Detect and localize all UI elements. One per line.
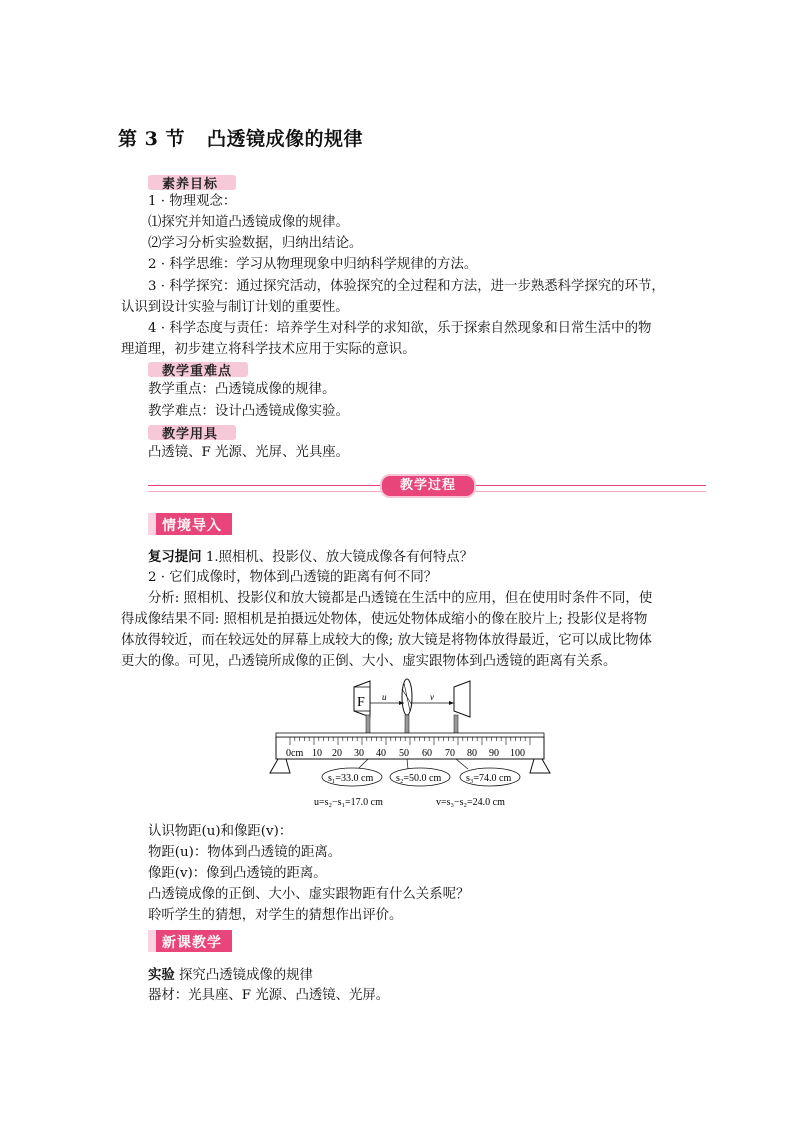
tick-label: 70 (445, 748, 455, 759)
review-q1-text: 1.照相机、投影仪、放大镜成像各有何特点？ (201, 550, 474, 565)
process-pill (380, 474, 476, 498)
s3-label: s₃=74.0 cm (466, 773, 512, 784)
tools-badge (148, 423, 240, 441)
goal-line: 理道理，初步建立将科学技术应用于实际的意识。 (121, 342, 416, 357)
key-difficulty: 教学难点：设计凸透镜成像实验。 (148, 404, 349, 419)
tick-label: 50 (399, 748, 409, 759)
tick-label: 80 (467, 748, 477, 759)
analysis-line: 体放得较近，而在较远处的屏幕上成较大的像; 放大镜是将物体放得最近，它可以成比物体 (121, 633, 652, 648)
tick-label: 0cm (286, 748, 304, 759)
v-label: v (430, 692, 434, 702)
page-title (118, 124, 363, 151)
section-number: 第 3 节 (118, 128, 185, 150)
f-source-label: F (357, 695, 365, 710)
bench-leg-right (530, 759, 550, 773)
newlesson-badge-label: 新课教学 (162, 935, 222, 951)
tick-label: 60 (422, 748, 432, 759)
screen-icon (454, 681, 470, 717)
goal-line: 2 · 科学思维：学习从物理现象中归纳科学规律的方法。 (148, 257, 478, 272)
goal-line: 3 · 科学探究：通过探究活动，体验探究的全过程和方法，进一步熟悉科学探究的环节， (148, 279, 665, 294)
key-focus: 教学重点：凸透镜成像的规律。 (148, 382, 336, 397)
tools-badge-label: 教学用具 (162, 427, 219, 442)
tick-label: 20 (332, 748, 342, 759)
tick-label: 100 (510, 748, 525, 759)
object-distance-def: 物距(u)：物体到凸透镜的距离。 (148, 845, 342, 860)
tick-label: 30 (354, 748, 364, 759)
review-question-1 (148, 547, 473, 568)
experiment-label: 实验 (148, 967, 175, 983)
analysis-line: 分析: 照相机、投影仪和放大镜都是凸透镜在生活中的应用，但在使用时条件不同，使 (148, 591, 653, 606)
s2-label: s₂=50.0 cm (396, 773, 442, 784)
s1-label: s₁=33.0 cm (328, 773, 374, 784)
tick-label: 90 (489, 748, 499, 759)
equipment-line: 器材：光具座、F 光源、凸透镜、光屏。 (148, 988, 390, 1003)
v-calculation: v=s₃−s₂=24.0 cm (436, 797, 505, 808)
newlesson-badge (148, 930, 232, 952)
distance-intro: 认识物距(u)和像距(v)： (148, 824, 293, 839)
section-name: 凸透镜成像的规律 (206, 128, 363, 150)
review-label: 复习提问 (148, 549, 202, 565)
tools-list: 凸透镜、F 光源、光屏、光具座。 (148, 445, 350, 460)
experiment-title (148, 965, 313, 986)
goal-line: ⑴探究并知道凸透镜成像的规律。 (148, 215, 349, 230)
guess-line: 聆听学生的猜想，对学生的猜想作出评价。 (148, 908, 403, 923)
goals-badge-label: 素养目标 (162, 177, 219, 192)
question-line: 凸透镜成像的正倒、大小、虚实跟物距有什么关系呢？ (148, 887, 470, 902)
analysis-line: 更大的像。可见，凸透镜所成像的正倒、大小、虚实跟物体到凸透镜的距离有关系。 (121, 654, 617, 669)
process-label: 教学过程 (399, 478, 456, 493)
u-label: u (382, 692, 387, 702)
tick-label: 10 (312, 748, 322, 759)
goal-line: ⑵学习分析实验数据，归纳出结论。 (148, 236, 363, 251)
review-question-2: 2 · 它们成像时，物体到凸透镜的距离有何不同？ (148, 570, 438, 585)
analysis-line: 得成像结果不同: 照相机是拍摄远处物体，使远处物体成缩小的像在胶片上; 投影仪是将物 (121, 612, 648, 627)
goals-badge (148, 173, 240, 191)
bench-leg-left (270, 759, 290, 773)
goal-line: 1 · 物理观念： (148, 194, 237, 209)
keypoints-badge-label: 教学重难点 (162, 364, 233, 379)
keypoints-badge (148, 360, 252, 378)
intro-badge-label: 情境导入 (162, 518, 222, 534)
process-divider (148, 478, 706, 496)
u-calculation: u=s₂−s₁=17.0 cm (314, 797, 383, 808)
goal-line: 4 · 科学态度与责任：培养学生对科学的求知欲，乐于探索自然现象和日常生活中的物 (148, 321, 652, 336)
tick-label: 40 (376, 748, 386, 759)
experiment-title-text: 探究凸透镜成像的规律 (174, 968, 313, 983)
goal-line: 认识到设计实验与制订计划的重要性。 (121, 300, 349, 315)
intro-badge (148, 513, 232, 535)
image-distance-def: 像距(v)：像到凸透镜的距离。 (148, 866, 327, 881)
optical-bench-figure (268, 675, 552, 815)
